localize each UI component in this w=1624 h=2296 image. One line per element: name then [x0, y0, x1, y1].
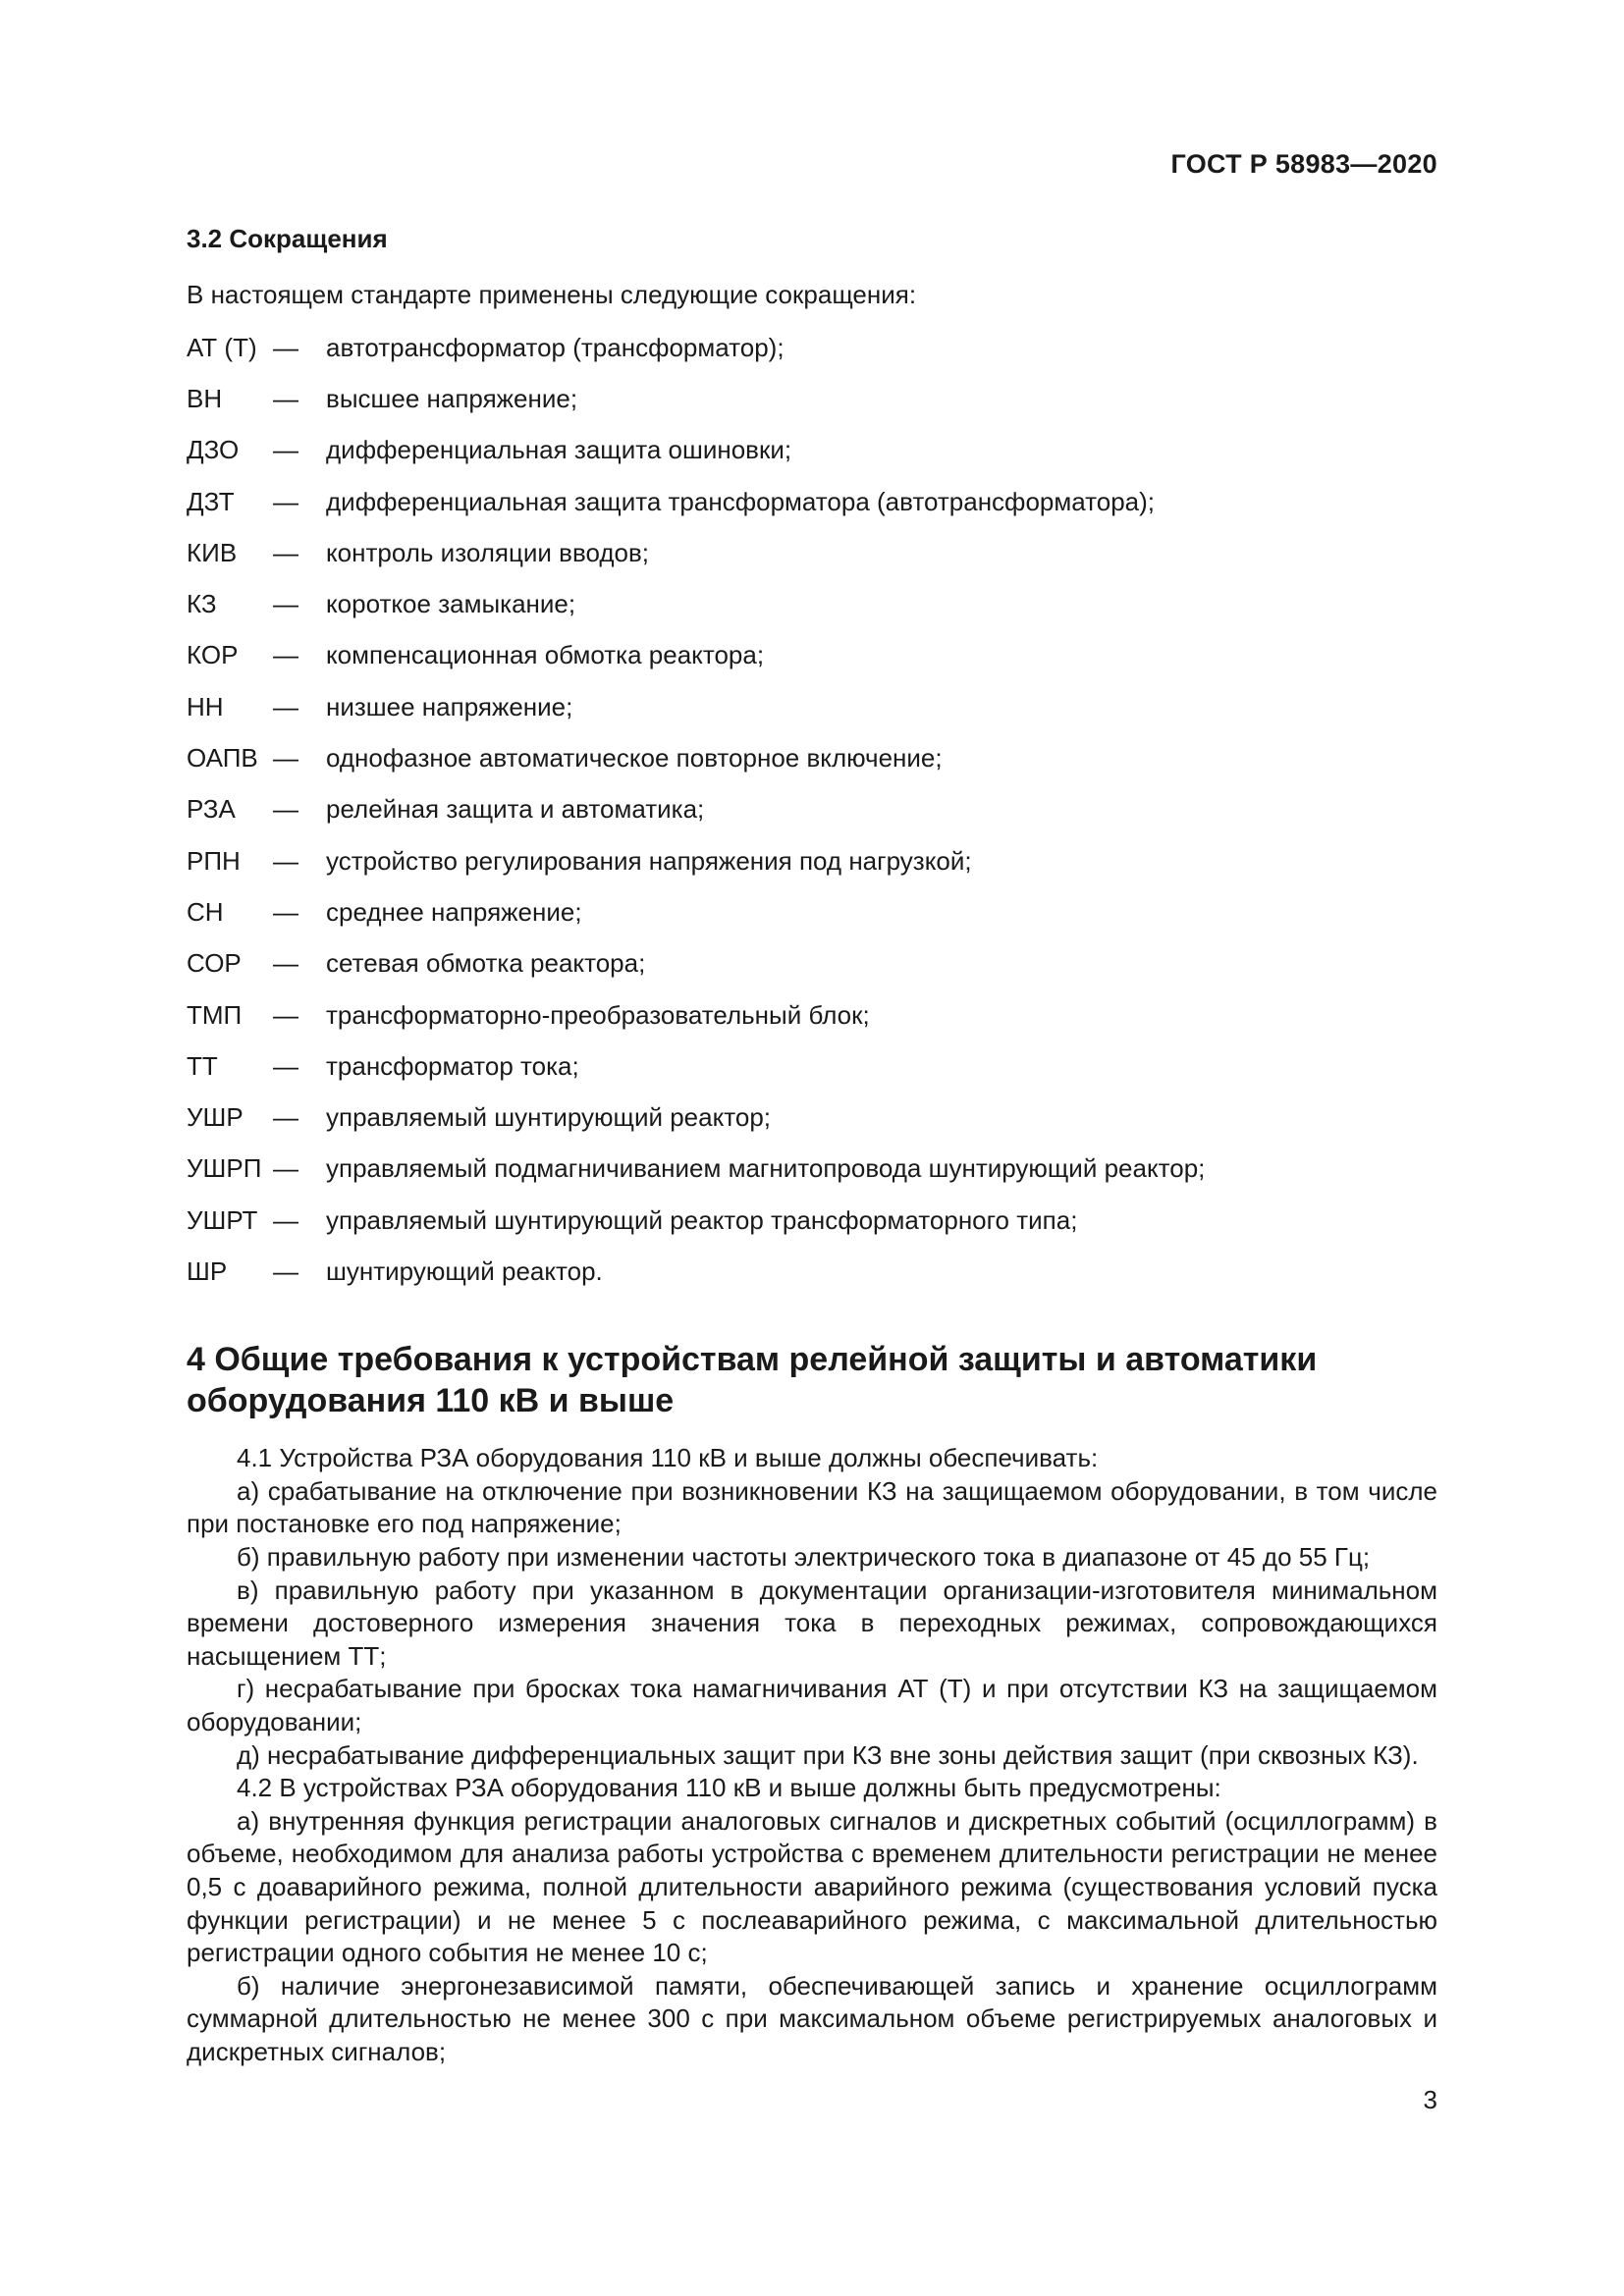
- abbreviation-code: ОАПВ: [187, 743, 258, 774]
- abbreviation-row: [187, 1092, 1437, 1143]
- page-content: [187, 224, 1437, 2069]
- abbreviation-row: [187, 732, 1437, 783]
- abbreviation-definition: автотрансформатор (трансформатор);: [326, 332, 785, 362]
- abbreviation-row: [187, 1246, 1437, 1297]
- abbreviation-code: КЗ: [187, 589, 217, 619]
- abbreviation-dash: —: [273, 794, 298, 825]
- abbreviation-dash: —: [273, 486, 298, 516]
- abbreviation-definition: релейная защита и автоматика;: [326, 794, 705, 825]
- abbreviation-definition: однофазное автоматическое повторное включение;: [326, 743, 943, 774]
- abbreviation-code: КИВ: [187, 537, 238, 567]
- abbreviation-definition: трансформаторно-преобразовательный блок;: [326, 999, 870, 1030]
- abbreviation-code: ТТ: [187, 1050, 218, 1081]
- body-paragraph: 4.2 В устройствах РЗА оборудования 110 кВ и выше должны быть предусмотрены:: [237, 1773, 1221, 1803]
- body-paragraph: в) правильную работу при указанном в документации организации-изготовителя минимальном времени достоверного измерения значения тока в переходных режимах, сопровождающихся насыщением ТТ;: [187, 1575, 1437, 1671]
- abbreviation-row: [187, 373, 1437, 424]
- abbreviation-row: [187, 784, 1437, 835]
- abbreviation-definition: среднее напряжение;: [326, 896, 582, 927]
- abbreviations-list: [187, 322, 1437, 1298]
- section-3-2-heading: 3.2 Сокращения: [187, 224, 388, 253]
- abbreviation-dash: —: [273, 1153, 298, 1184]
- abbreviation-definition: трансформатор тока;: [326, 1050, 579, 1081]
- abbreviation-code: СН: [187, 896, 224, 927]
- abbreviation-definition: высшее напряжение;: [326, 383, 578, 413]
- abbreviation-definition: сетевая обмотка реактора;: [326, 948, 646, 979]
- abbreviation-dash: —: [273, 691, 298, 721]
- abbreviation-dash: —: [273, 845, 298, 876]
- abbreviation-row: [187, 989, 1437, 1041]
- abbreviation-row: [187, 322, 1437, 373]
- abbreviation-definition: дифференциальная защита ошиновки;: [326, 435, 792, 465]
- abbreviation-code: УШРП: [187, 1153, 262, 1184]
- abbreviation-code: ДЗТ: [187, 486, 235, 516]
- abbreviation-code: РЗА: [187, 794, 236, 825]
- body-paragraph: б) наличие энергонезависимой памяти, обеспечивающей запись и хранение осциллограмм суммарной длительностью не менее 300 с при максимальном объеме регистрируемых аналоговых и дискретных сигналов;: [187, 1970, 1437, 2066]
- abbreviation-code: ШР: [187, 1255, 228, 1286]
- page-number: 3: [1423, 2085, 1437, 2114]
- abbreviation-code: КОР: [187, 640, 239, 670]
- abbreviation-definition: управляемый шунтирующий реактор трансформаторного типа;: [326, 1204, 1078, 1235]
- abbreviation-code: ТМП: [187, 999, 243, 1030]
- abbreviation-code: УШР: [187, 1102, 244, 1133]
- section-4-body: [187, 1442, 1437, 2068]
- abbreviation-code: РПН: [187, 845, 241, 876]
- body-paragraph: д) несрабатывание дифференциальных защит при КЗ вне зоны действия защит (при сквозных КЗ).: [237, 1739, 1419, 1770]
- abbreviation-definition: дифференциальная защита трансформатора (автотрансформатора);: [326, 486, 1156, 516]
- abbreviation-definition: низшее напряжение;: [326, 691, 573, 721]
- abbreviation-row: [187, 476, 1437, 527]
- abbreviation-dash: —: [273, 537, 298, 567]
- abbreviation-code: ВН: [187, 383, 223, 413]
- abbreviation-dash: —: [273, 999, 298, 1030]
- abbreviation-dash: —: [273, 435, 298, 465]
- abbreviation-code: АТ (Т): [187, 332, 257, 362]
- abbreviation-row: [187, 835, 1437, 886]
- section-4-heading-line-1: 4 Общие требования к устройствам релейной защиты и автоматики: [187, 1340, 1318, 1378]
- abbreviation-dash: —: [273, 383, 298, 413]
- abbreviation-code: СОР: [187, 948, 242, 979]
- abbreviation-code: УШРТ: [187, 1204, 258, 1235]
- abbreviation-dash: —: [273, 948, 298, 979]
- abbreviation-row: [187, 886, 1437, 937]
- abbreviation-code: ДЗО: [187, 435, 240, 465]
- abbreviation-row: [187, 425, 1437, 476]
- abbreviation-dash: —: [273, 640, 298, 670]
- abbreviation-dash: —: [273, 332, 298, 362]
- body-paragraph: б) правильную работу при изменении частоты электрического тока в диапазоне от 45 до 55 Гц;: [237, 1542, 1371, 1573]
- abbreviation-row: [187, 578, 1437, 629]
- abbreviations-intro: В настоящем стандарте применены следующие сокращения:: [187, 280, 917, 309]
- abbreviation-definition: короткое замыкание;: [326, 589, 576, 619]
- abbreviation-row: [187, 1144, 1437, 1195]
- abbreviation-definition: управляемый шунтирующий реактор;: [326, 1102, 772, 1133]
- abbreviation-row: [187, 938, 1437, 989]
- abbreviation-row: [187, 1041, 1437, 1092]
- abbreviation-row: [187, 1195, 1437, 1246]
- abbreviation-dash: —: [273, 896, 298, 927]
- abbreviation-dash: —: [273, 1050, 298, 1081]
- abbreviation-definition: устройство регулирования напряжения под нагрузкой;: [326, 845, 972, 876]
- abbreviation-row: [187, 681, 1437, 732]
- body-paragraph: г) несрабатывание при бросках тока намагничивания АТ (Т) и при отсутствии КЗ на защищаемом оборудовании;: [187, 1674, 1437, 1737]
- body-paragraph: 4.1 Устройства РЗА оборудования 110 кВ и выше должны обеспечивать:: [237, 1443, 1099, 1473]
- standard-code-header: ГОСТ Р 58983—2020: [1170, 149, 1437, 179]
- abbreviation-definition: шунтирующий реактор.: [326, 1255, 603, 1286]
- abbreviation-dash: —: [273, 1255, 298, 1286]
- abbreviation-definition: управляемый подмагничиванием магнитопровода шунтирующий реактор;: [326, 1153, 1206, 1184]
- abbreviation-row: [187, 630, 1437, 681]
- abbreviation-dash: —: [273, 1102, 298, 1133]
- abbreviation-row: [187, 527, 1437, 578]
- abbreviation-dash: —: [273, 743, 298, 774]
- body-paragraph: а) внутренняя функция регистрации аналоговых сигналов и дискретных событий (осциллограмм) в объеме, необходимом для анализа работы устройства с временем длительности регистрации не менее 0,5 с доаварийного режима, полной длительности аварийного режима (существования условий пуска функции регистрации) и не менее 5 с послеаварийного режима, с максимальной длительностью регистрации одного события не менее 10 с;: [187, 1805, 1437, 1968]
- section-4-heading: [187, 1339, 1437, 1423]
- abbreviation-definition: контроль изоляции вводов;: [326, 537, 650, 567]
- section-4-heading-line-2: оборудования 110 кВ и выше: [187, 1382, 675, 1420]
- body-paragraph: а) срабатывание на отключение при возникновении КЗ на защищаемом оборудовании, в том числе при постановке его под напряжение;: [187, 1475, 1437, 1539]
- abbreviation-dash: —: [273, 589, 298, 619]
- abbreviation-definition: компенсационная обмотка реактора;: [326, 640, 765, 670]
- abbreviation-dash: —: [273, 1204, 298, 1235]
- abbreviation-code: НН: [187, 691, 224, 721]
